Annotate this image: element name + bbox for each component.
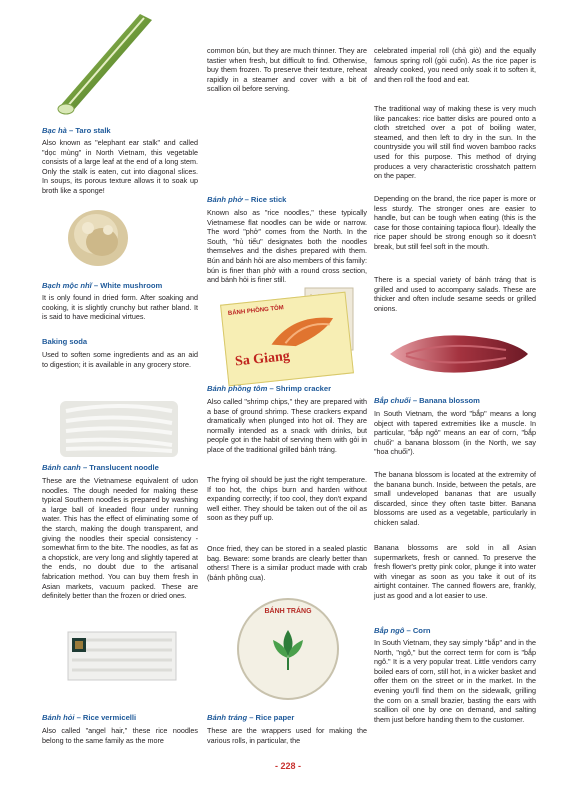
hoi-text: Also called "angel hair," these rice noodles belong to the same family as the more <box>42 726 198 745</box>
rice-paper-tradition-text: The traditional way of making these is very much like pancakes: rice batter disks are poured onto a cloth stretched over a pot of boiling water, steamed, and then left to dry in the sun. In the countryside you will still find woven bamboo racks used for this purpose. This method of drying produces a very characteristic crosshatch pattern on the paper. <box>374 104 536 181</box>
shrimp-cracker-package <box>220 292 354 387</box>
rice-paper-continued-text: celebrated imperial roll (chả giò) and the equally famous spring roll (gỏi cuốn). As the rice paper is already cooked, you need only soak it to soften it, and then roll the food and eat. <box>374 46 536 84</box>
pho-text: Known also as "rice noodles," these typically Vietnamese flat noodles can be wide or narrow. The word "phở" comes from the North. In the South, "hủ tiếu" designates both the noodles themselves and the dishes prepared with them. Bún and bánh hỏi are also members of this family: bún is finer than phở with a round cross section, and bánh hỏi is finer still. <box>207 208 367 285</box>
blossom-text-2: The banana blossom is located at the extremity of the banana bunch. Inside, between the petals, are small undeveloped bananas that are usually discarded, since they often taste bitter. Banana blossoms are used as a vegetable, particularly in chicken salad. <box>374 470 536 527</box>
mushroom-title: Bạch mộc nhĩ – White mushroom <box>42 281 163 290</box>
corn-title: Bắp ngô – Corn <box>374 626 431 635</box>
lotus-illustration <box>265 626 311 672</box>
page-number: - 228 - <box>274 761 301 771</box>
blossom-text-3: Banana blossoms are sold in all Asian supermarkets, fresh or canned. To preserve the fresh flower's pretty pink color, plunge it into water with vinegar as soon as you take it out of its airtight container. The canned flowers are, frankly, just as good and a lot easier to use. <box>374 543 536 600</box>
hoi-title: Bánh hỏi – Rice vermicelli <box>42 713 137 722</box>
taro-title: Bạc hà – Taro stalk <box>42 126 111 135</box>
mushroom-text: It is only found in dried form. After soaking and cooking, it is slightly crunchy but rather bland. It is said to have medicinal virtues. <box>42 293 198 322</box>
shrimp-illustration <box>262 307 346 355</box>
pho-title: Bánh phở – Rice stick <box>207 195 287 204</box>
trang-title: Bánh tráng – Rice paper <box>207 713 295 722</box>
vermicelli-continued-text: common bún, but they are much thinner. They are tastier when fresh, but difficult to find. Otherwise, buy them frozen. To preserve their texture, reheat rapidly in a steamer and cover with a bit of scallion oil before serving. <box>207 46 367 94</box>
rice-paper-package <box>237 598 339 700</box>
package-brand-label: Sa Giang <box>234 348 291 370</box>
taro-stalk-image <box>40 6 160 116</box>
baking-soda-title: Baking soda <box>42 337 88 346</box>
blossom-text-1: In South Vietnam, the word "bắp" means a long object with tapered extremities like a muscle. In particular, "bắp ngô" means an ear of corn, "bắp chuối" a banana blossom (in the North, we say "hoa chuối"). <box>374 409 536 457</box>
shrimp-text-2: The frying oil should be just the right temperature. If too hot, the chips burn and harden without expanding correctly; if too cool, they don't expand well either. They should be taken out of the oil as soon as they puff up. <box>207 475 367 523</box>
trang-text: These are the wrappers used for making the various rolls, in particular, the <box>207 726 367 745</box>
shrimp-text-3: Once fried, they can be stored in a sealed plastic bag. Beware: some brands are clearly better than others! There is a similar product made with crab (bánh phồng cua). <box>207 544 367 582</box>
taro-text: Also known as "elephant ear stalk" and called "dọc mùng" in North Vietnam, this vegetable consists of a large leaf at the end of a long stem. Only the stalk is eaten, cut into diagonal slices. In soups, its porous texture allows it to soak up broth like a sponge! <box>42 138 198 195</box>
rice-paper-grilled-text: There is a special variety of bánh tráng that is grilled and used to accompany salads. These are thicker and often include sesame seeds or grilled onions. <box>374 275 536 313</box>
shrimp-title: Bánh phồng tôm – Shrimp cracker <box>207 384 332 393</box>
package-small-label: BÁNH PHỒNG TÔM <box>227 305 285 318</box>
blossom-title: Bắp chuối – Banana blossom <box>374 396 480 405</box>
rice-paper-brand-text: Depending on the brand, the rice paper is more or less sturdy. The stronger ones are easier to handle, but can be tough when eating (this is the case for those containing tapioca flour). Ideally the rice paper should be strong enough so it doesn't break, but still feel soft in the mouth. <box>374 194 536 251</box>
rice-vermicelli-image <box>66 630 178 682</box>
rice-paper-label: BÁNH TRÁNG <box>264 608 312 615</box>
baking-soda-text: Used to soften some ingredients and as an aid to digestion; it is available in any grocery store. <box>42 350 198 369</box>
banana-blossom-image <box>386 320 532 386</box>
white-mushroom-image <box>62 200 134 272</box>
translucent-noodle-image <box>58 397 180 461</box>
canh-title: Bánh canh – Translucent noodle <box>42 463 159 472</box>
canh-text: These are the Vietnamese equivalent of udon noodles. The dough needed for making these typical Southern noodles is prepared by washing a large ball of kneaded flour under running water. This has the effect of eliminating some of the starch, making the dough transparent, and giving the noodles their special consistency - somewhat firm to the bite. The noodles, as fat as a chopstick, are very long and slightly tapered at the ends, no doubt due to the artisanal fabrication method. You can buy them fresh in Asian markets, vacuum packed. These are definitely better than the frozen or dried ones. <box>42 476 198 601</box>
shrimp-text-1: Also called "shrimp chips," they are prepared with a base of ground shrimp. These crackers expand dramatically when plunged into hot oil. They are normally intended as a snack with drinks, but people got in the habit of serving them with gỏi in place of the traditional grilled bánh tráng. <box>207 397 367 454</box>
corn-text: In South Vietnam, they say simply "bắp" and in the North, "ngô," but the correct term for corn is "bắp ngô." It is a very popular treat. Little vendors carry boiled ears of corn, still hot, in a wicker basket and offer them on the street or in the market. In the evening you'll find them on the sidewalk, grilling the corn on a small brazier, basting the ears with scallion oil one by one on demand, and salting them just before handing them to the customer. <box>374 638 536 724</box>
